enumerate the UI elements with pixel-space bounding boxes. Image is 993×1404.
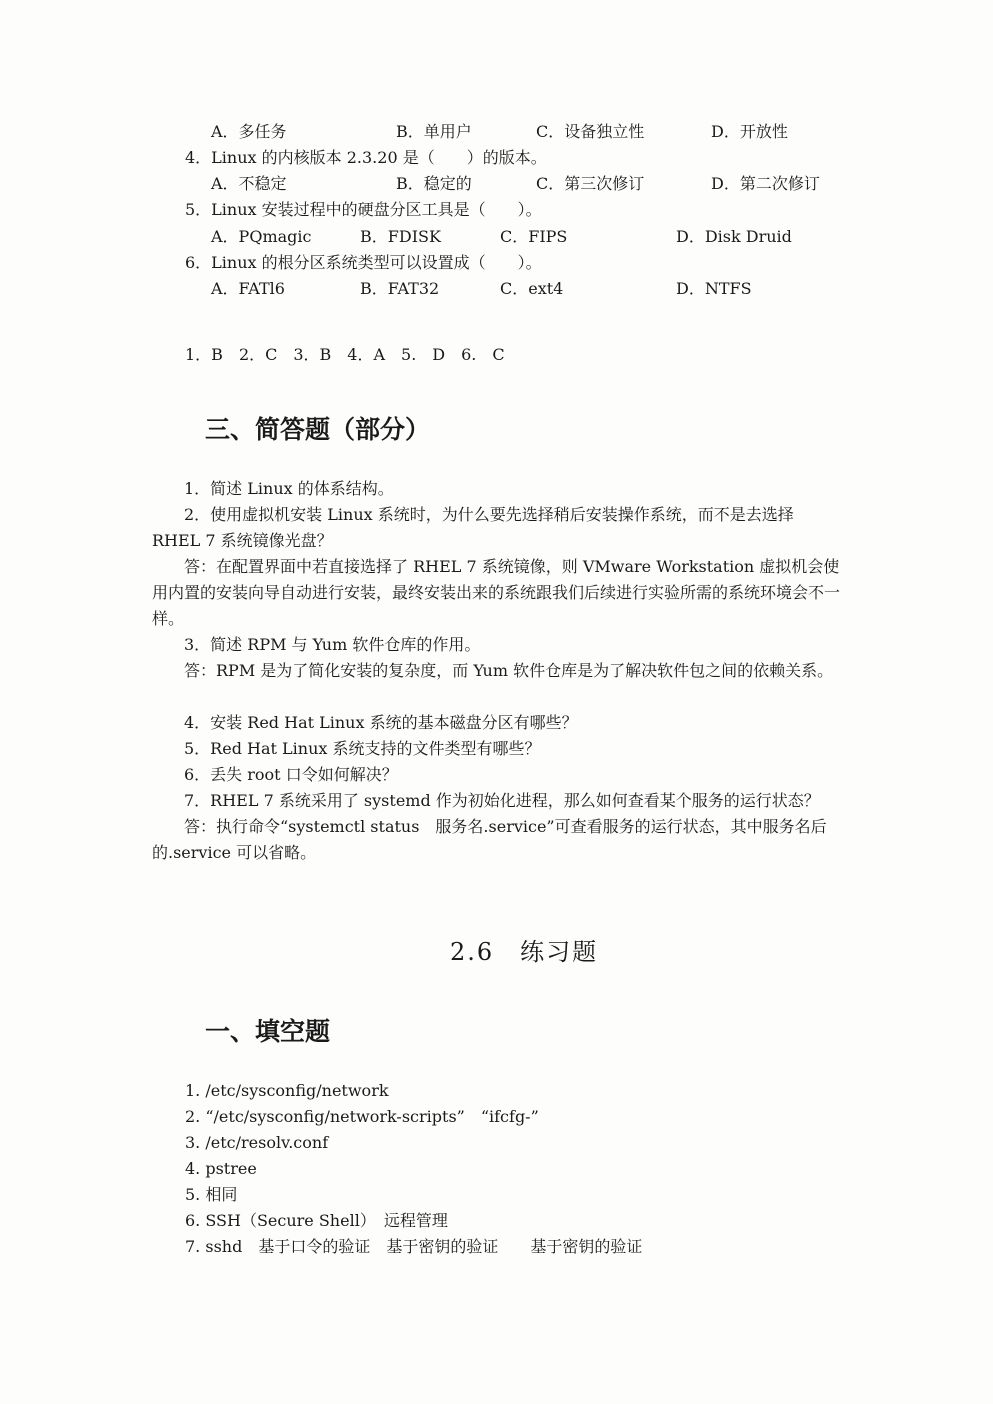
question-5: 5．Linux 安装过程中的硬盘分区工具是（ ）。 — [185, 200, 542, 219]
list-item: 7. sshd 基于口令的验证 基于密钥的验证 基于密钥的验证 — [185, 1237, 643, 1256]
option-d: D．NTFS — [676, 279, 752, 298]
option-b: B．FAT32 — [360, 279, 440, 298]
list-item: 5. 相同 — [185, 1185, 238, 1204]
option-c: C．设备独立性 — [536, 122, 645, 141]
option-b: B．单用户 — [396, 122, 472, 141]
option-d: D．第二次修订 — [711, 174, 820, 193]
paragraph: 答：执行命令“systemctl status 服务名.service”可查看服务的运行状态，其中服务名后的.service 可以省略。 — [152, 817, 827, 862]
option-a: A．FATl6 — [211, 279, 285, 298]
paragraph: 7．RHEL 7 系统采用了 systemd 作为初始化进程，那么如何查看某个服务的运行状态？ — [184, 791, 820, 810]
list-item: 2. “/etc/sysconfig/network-scripts” “ifcfg-” — [185, 1107, 539, 1126]
section-heading: 一、填空题 — [205, 1017, 331, 1046]
option-b: B．FDISK — [360, 227, 441, 246]
paragraph: 4．安装 Red Hat Linux 系统的基本磁盘分区有哪些？ — [184, 713, 578, 732]
option-d: D．开放性 — [711, 122, 788, 141]
chapter-title: 2.6 练习题 — [450, 938, 599, 966]
paragraph: 答：RPM 是为了简化安装的复杂度，而 Yum 软件仓库是为了解决软件包之间的依赖关系。 — [184, 661, 834, 680]
paragraph: 2．使用虚拟机安装 Linux 系统时，为什么要先选择稍后安装操作系统，而不是去选择 RHEL 7 系统镜像光盘？ — [152, 505, 794, 550]
list-item: 3. /etc/resolv.conf — [185, 1133, 329, 1152]
paragraph: 1．简述 Linux 的体系结构。 — [184, 479, 394, 498]
option-b: B．稳定的 — [396, 174, 472, 193]
option-c: C．FIPS — [500, 227, 568, 246]
option-a: A．不稳定 — [211, 174, 287, 193]
paragraph: 3．简述 RPM 与 Yum 软件仓库的作用。 — [184, 635, 481, 654]
list-item: 1. /etc/sysconfig/network — [185, 1081, 389, 1100]
question-4: 4．Linux 的内核版本 2.3.20 是（ ）的版本。 — [185, 148, 547, 167]
paragraph: 答：在配置界面中若直接选择了 RHEL 7 系统镜像，则 VMware Workstation 虚拟机会使用内置的安装向导自动进行安装，最终安装出来的系统跟我们后续进行实验所需的系统环境会不一样。 — [152, 557, 841, 628]
answer-key: 1．B 2．C 3．B 4．A 5. D 6. C — [185, 345, 505, 364]
list-item: 6. SSH（Secure Shell） 远程管理 — [185, 1211, 448, 1230]
option-c: C．ext4 — [500, 279, 564, 298]
list-item: 4. pstree — [185, 1159, 257, 1178]
section-heading: 三、简答题（部分） — [205, 415, 431, 444]
option-a: A．多任务 — [211, 122, 287, 141]
option-c: C．第三次修订 — [536, 174, 645, 193]
option-a: A．PQmagic — [211, 227, 312, 246]
option-d: D．Disk Druid — [676, 227, 792, 246]
paragraph: 6．丢失 root 口令如何解决？ — [184, 765, 398, 784]
paragraph: 5．Red Hat Linux 系统支持的文件类型有哪些？ — [184, 739, 541, 758]
question-6: 6．Linux 的根分区系统类型可以设置成（ ）。 — [185, 253, 542, 272]
